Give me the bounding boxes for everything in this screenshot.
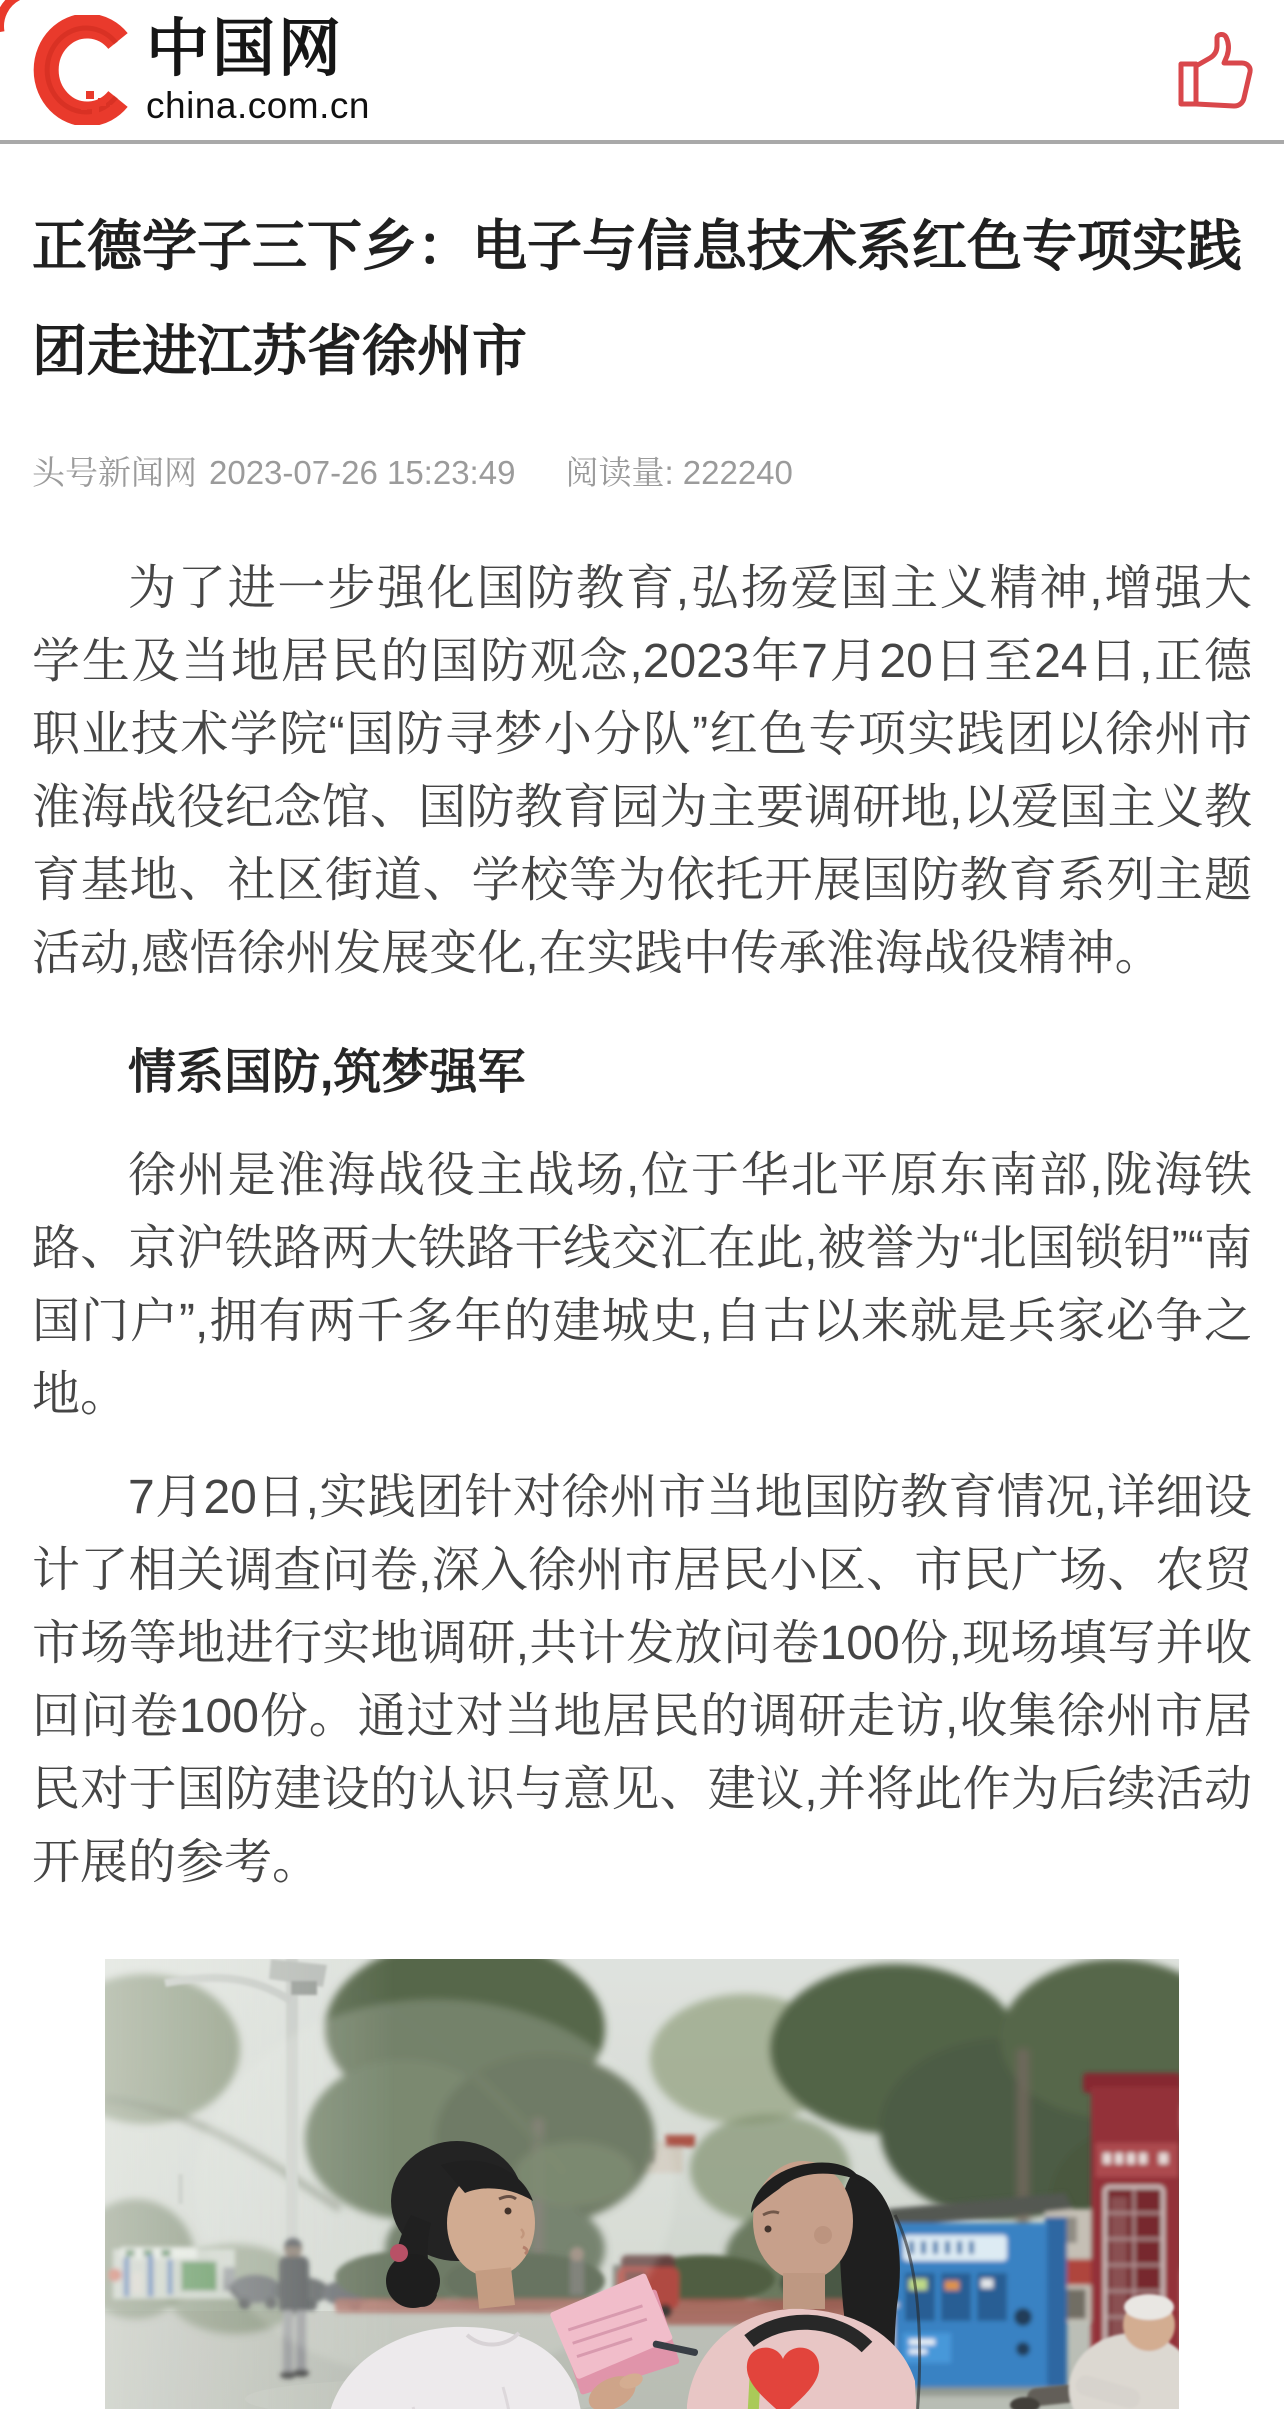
paragraph-intro: 为了进一步强化国防教育,弘扬爱国主义精神,增强大学生及当地居民的国防观念,2023年7月20日至24日,正德职业技术学院“国防寻梦小分队”红色专项实践团以徐州市淮海战役纪念馆、国防教育园为主要调研地,以爱国主义教育基地、社区街道、学校等为依托开展国防教育系列主题活动,感悟徐州发展变化,在实践中传承淮海战役精神。 — [32, 562, 1252, 980]
photo-scene — [105, 1959, 1179, 2409]
article-meta — [32, 447, 1252, 494]
article-title: 正德学子三下乡：电子与信息技术系红色专项实践团走进江苏省徐州市 — [32, 215, 1243, 382]
article-content — [0, 194, 1284, 2409]
china-net-logo-icon — [30, 15, 130, 125]
corner-red-mark — [0, 0, 30, 32]
site-logo[interactable] — [30, 15, 370, 125]
paragraph-xuzhou: 徐州是淮海战役主战场,位于华北平原东南部,陇海铁路、京沪铁路两大铁路干线交汇在此,被誉为“北国锁钥”“南国门户”,拥有两千多年的建城史,自古以来就是兵家必争之地。 — [32, 1149, 1252, 1421]
article-photo — [105, 1959, 1179, 2409]
article-datetime: 2023-07-26 15:23:49 — [209, 454, 516, 491]
article-views: 阅读量: 222240 — [565, 454, 793, 491]
paragraph-survey: 7月20日,实践团针对徐州市当地国防教育情况,详细设计了相关调查问卷,深入徐州市居民小区、市民广场、农贸市场等地进行实地调研,共计发放问卷100份,现场填写并收回问卷100份。通过对当地居民的调研走访,收集徐州市居民对于国防建设的认识与意见、建议,并将此作为后续活动开展的参考。 — [32, 1471, 1252, 1889]
logo-domain: china.com.cn — [146, 85, 370, 127]
logo-text — [146, 13, 370, 127]
like-button[interactable] — [1174, 28, 1254, 112]
article-source: 头号新闻网 — [32, 454, 197, 491]
thumbs-up-icon — [1174, 28, 1254, 112]
logo-cn-name: 中国网 — [146, 13, 344, 84]
section-subheading: 情系国防,筑梦强军 — [128, 1046, 526, 1099]
article-body — [32, 552, 1252, 1899]
site-header — [0, 0, 1284, 144]
